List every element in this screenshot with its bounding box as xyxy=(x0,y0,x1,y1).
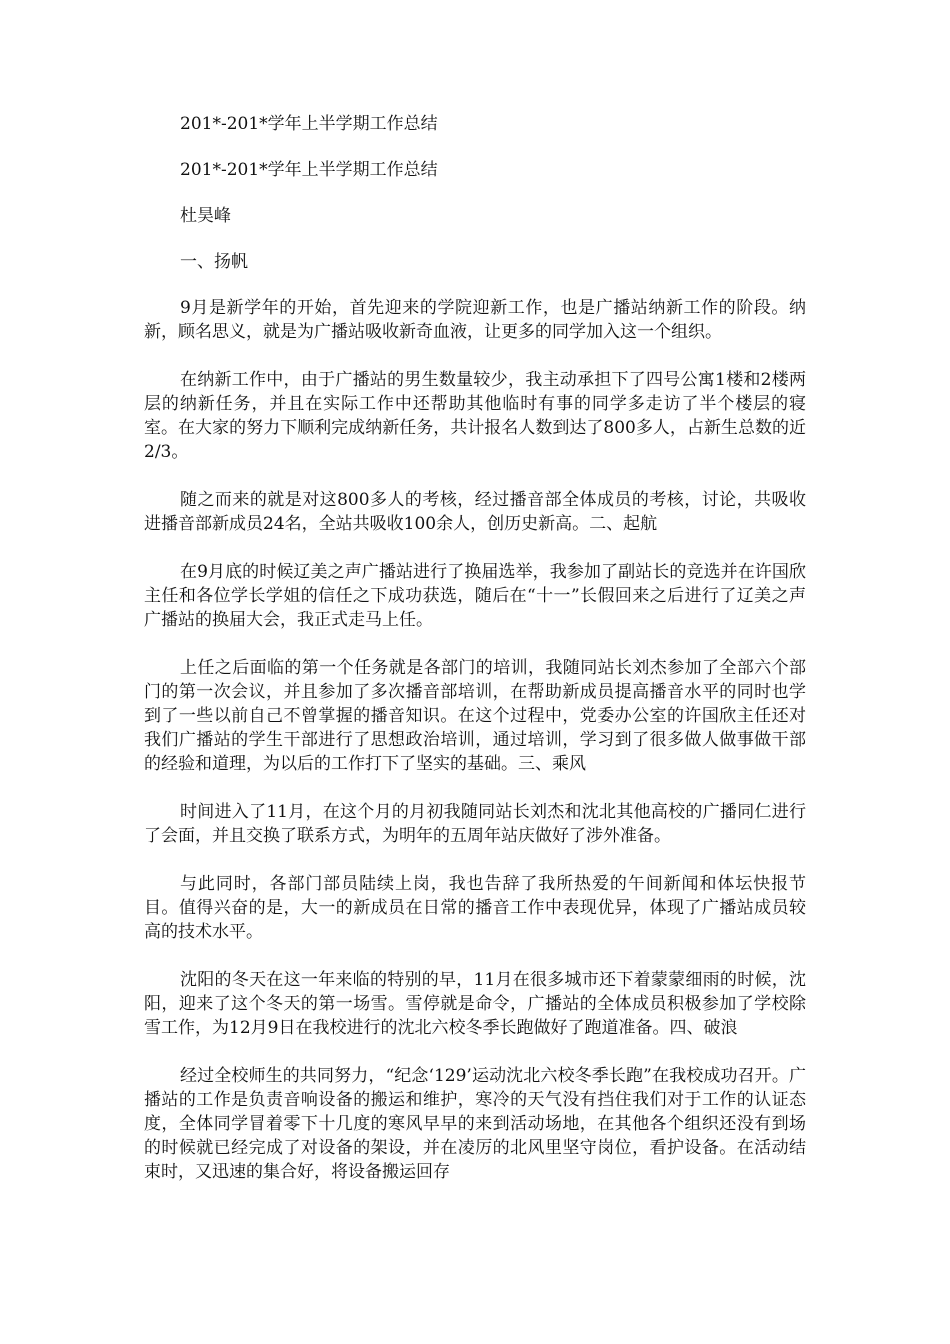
document-author: 杜昊峰 xyxy=(180,206,231,226)
paragraph-6: 时间进入了11月，在这个月的月初我随同站长刘杰和沈北其他高校的广播同仁进行了会面，并且交换了联系方式，为明年的五周年站庆做好了涉外准备。 xyxy=(144,802,806,846)
document-subtitle: 201*-201*学年上半学期工作总结 xyxy=(180,160,438,180)
paragraph-1: 9月是新学年的开始，首先迎来的学院迎新工作，也是广播站纳新工作的阶段。纳新，顾名思义，就是为广播站吸收新奇血液，让更多的同学加入这一个组织。 xyxy=(144,298,806,342)
document-title: 201*-201*学年上半学期工作总结 xyxy=(180,114,438,134)
paragraph-9: 经过全校师生的共同努力，“纪念‘129’运动沈北六校冬季长跑”在我校成功召开。广播站的工作是负责音响设备的搬运和维护，寒冷的天气没有挡住我们对于工作的认证态度，全体同学冒着零下十几度的寒风早早的来到活动场地，在其他各个组织还没有到场的时候就已经完成了对设备的架设，并在凌厉的北风里坚守岗位，看护设备。在活动结束时，又迅速的集合好，将设备搬运回存 xyxy=(144,1066,806,1182)
paragraph-8: 沈阳的冬天在这一年来临的特别的早，11月在很多城市还下着蒙蒙细雨的时候，沈阳，迎来了这个冬天的第一场雪。雪停就是命令，广播站的全体成员积极参加了学校除雪工作，为12月9日在我校进行的沈北六校冬季长跑做好了跑道准备。四、破浪 xyxy=(144,970,806,1038)
paragraph-7: 与此同时，各部门部员陆续上岗，我也告辞了我所热爱的午间新闻和体坛快报节目。值得兴奋的是，大一的新成员在日常的播音工作中表现优异，体现了广播站成员较高的技术水平。 xyxy=(144,874,806,942)
document-body xyxy=(144,112,806,1208)
paragraph-3: 随之而来的就是对这800多人的考核，经过播音部全体成员的考核，讨论，共吸收进播音部新成员24名，全站共吸收100余人，创历史新高。二、起航 xyxy=(144,490,806,534)
paragraph-4: 在9月底的时候辽美之声广播站进行了换届选举，我参加了副站长的竞选并在许国欣主任和各位学长学姐的信任之下成功获选，随后在“十一”长假回来之后进行了辽美之声广播站的换届大会，我正式走马上任。 xyxy=(144,562,806,630)
paragraph-5: 上任之后面临的第一个任务就是各部门的培训，我随同站长刘杰参加了全部六个部门的第一次会议，并且参加了多次播音部培训，在帮助新成员提高播音水平的同时也学到了一些以前自己不曾掌握的播音知识。在这个过程中，党委办公室的许国欣主任还对我们广播站的学生干部进行了思想政治培训，通过培训，学习到了很多做人做事做干部的经验和道理，为以后的工作打下了坚实的基础。三、乘风 xyxy=(144,658,806,774)
paragraph-2: 在纳新工作中，由于广播站的男生数量较少，我主动承担下了四号公寓1楼和2楼两层的纳新任务，并且在实际工作中还帮助其他临时有事的同学多走访了半个楼层的寝室。在大家的努力下顺利完成纳新任务，共计报名人数到达了800多人，占新生总数的近2/3。 xyxy=(144,370,806,462)
section-heading-1: 一、扬帆 xyxy=(180,252,248,272)
